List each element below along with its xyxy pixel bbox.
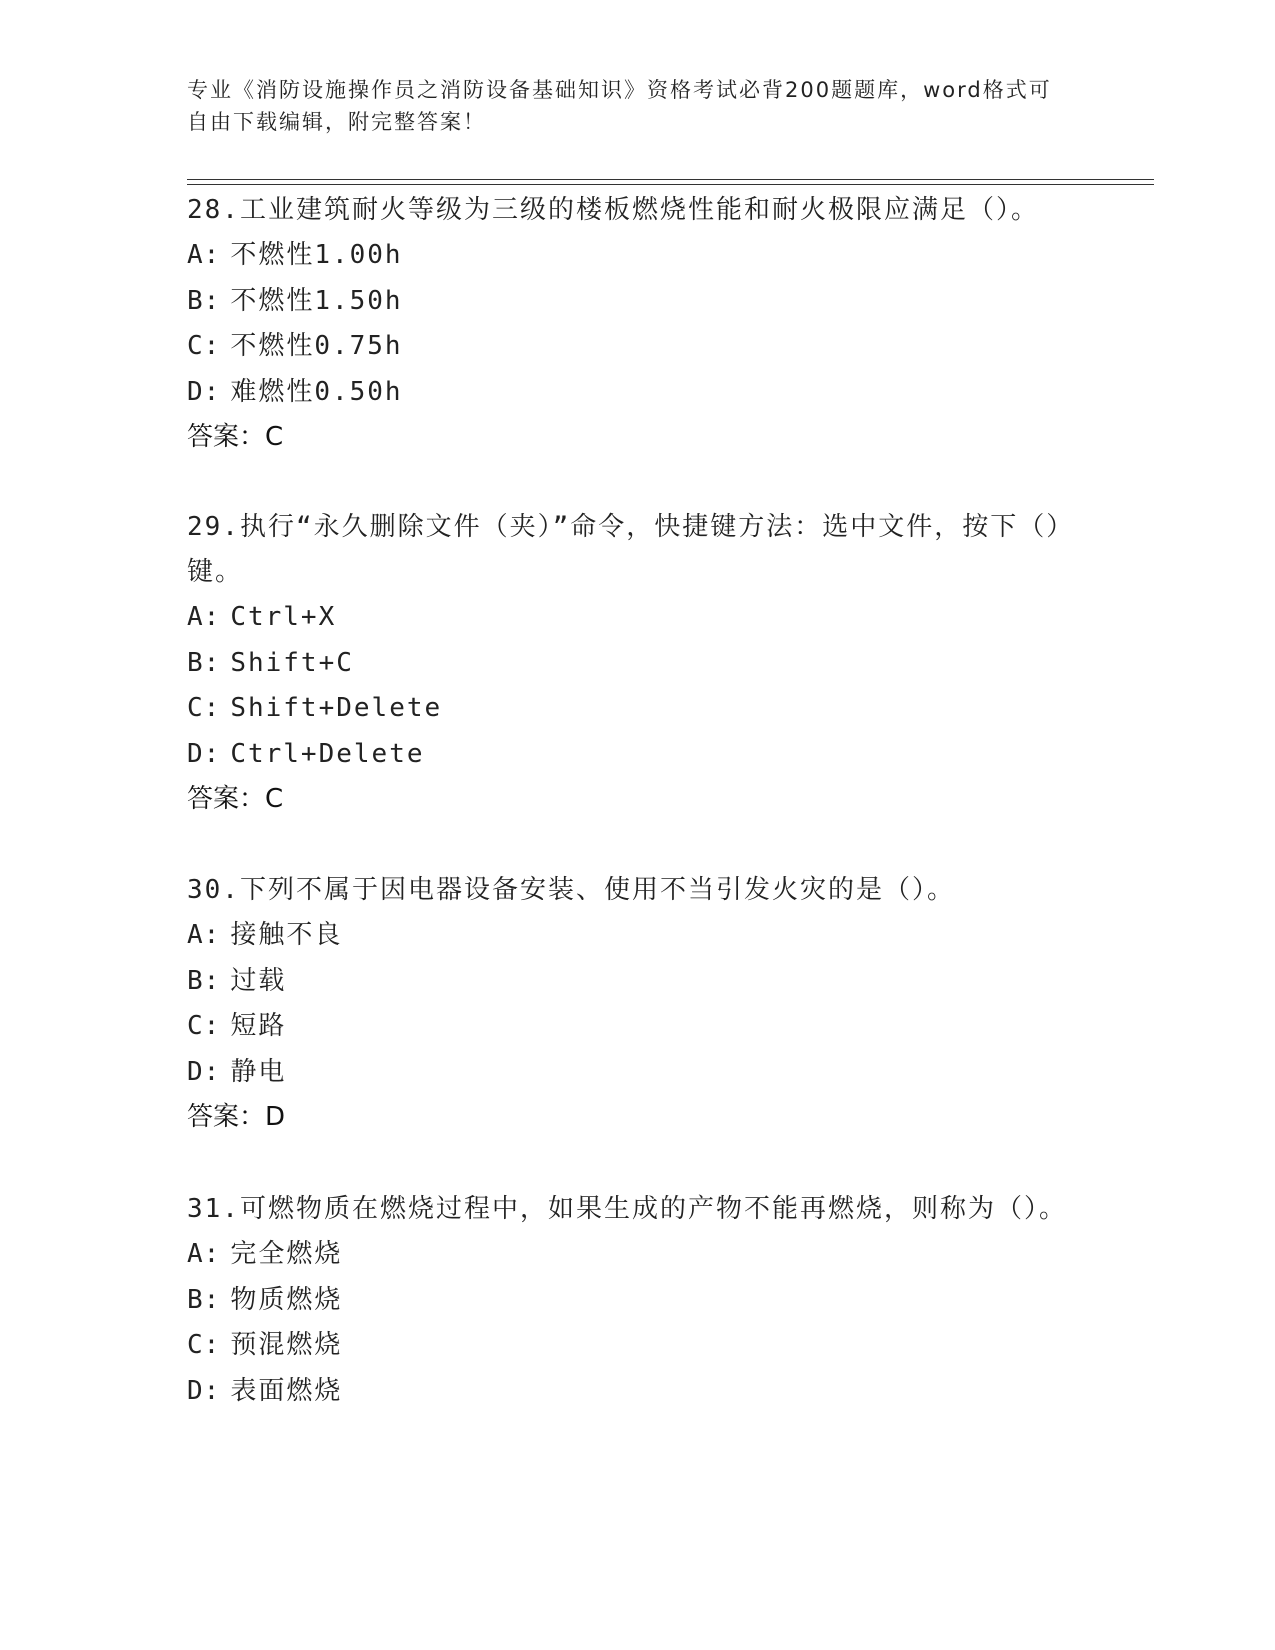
option-letter: B: xyxy=(187,1284,221,1315)
option-text: Ctrl+X xyxy=(230,602,337,632)
header-divider-line xyxy=(187,179,1154,180)
option-letter: B: xyxy=(187,965,221,996)
option-letter: A: xyxy=(187,602,221,632)
option-text: 表面燃烧 xyxy=(230,1375,343,1406)
option-text: 过载 xyxy=(230,965,287,996)
option-letter: D: xyxy=(187,376,221,407)
option-b xyxy=(187,1278,1087,1324)
option-a xyxy=(187,233,1087,279)
option-a xyxy=(187,913,1087,959)
answer-line: 答案：C xyxy=(187,784,284,814)
header-divider-line-secondary xyxy=(187,184,1154,185)
option-text: 预混燃烧 xyxy=(230,1330,343,1360)
question-stem: 31.可燃物质在燃烧过程中，如果生成的产物不能再燃烧，则称为（）。 xyxy=(187,1194,1067,1224)
option-text: 完全燃烧 xyxy=(230,1239,343,1269)
option-c xyxy=(187,324,1087,370)
question-29 xyxy=(187,505,1087,822)
question-stem: 28.工业建筑耐火等级为三级的楼板燃烧性能和耐火极限应满足（）。 xyxy=(187,195,1039,225)
option-d xyxy=(187,370,1087,416)
option-text: Shift+Delete xyxy=(230,693,443,723)
option-letter: C: xyxy=(187,693,221,723)
option-a xyxy=(187,1232,1087,1278)
option-c xyxy=(187,686,1087,732)
option-letter: A: xyxy=(187,920,221,950)
option-d xyxy=(187,1050,1087,1096)
option-letter: D: xyxy=(187,1056,221,1087)
option-letter: C: xyxy=(187,331,221,361)
option-d xyxy=(187,1369,1087,1415)
option-text: Ctrl+Delete xyxy=(230,738,425,769)
option-letter: C: xyxy=(187,1330,221,1360)
option-text: 物质燃烧 xyxy=(230,1284,343,1315)
option-letter: B: xyxy=(187,647,221,678)
option-d xyxy=(187,732,1087,778)
answer-line: 答案：C xyxy=(187,422,284,452)
answer-line: 答案：D xyxy=(187,1102,286,1132)
option-c xyxy=(187,1004,1087,1050)
option-letter: D: xyxy=(187,738,221,769)
option-text: 静电 xyxy=(230,1056,287,1087)
option-text: 不燃性1.50h xyxy=(230,285,403,316)
document-header: 专业《消防设施操作员之消防设备基础知识》资格考试必背200题题库，word格式可自由下载编辑，附完整答案！ xyxy=(187,78,1052,134)
option-b xyxy=(187,959,1087,1005)
option-letter: D: xyxy=(187,1375,221,1406)
option-text: 接触不良 xyxy=(230,920,343,950)
option-text: 不燃性0.75h xyxy=(230,331,403,361)
option-text: 难燃性0.50h xyxy=(230,376,403,407)
option-b xyxy=(187,641,1087,687)
question-31 xyxy=(187,1187,1087,1414)
option-letter: B: xyxy=(187,285,221,316)
option-letter: A: xyxy=(187,240,221,270)
question-stem: 30.下列不属于因电器设备安装、使用不当引发火灾的是（）。 xyxy=(187,875,955,905)
option-text: 短路 xyxy=(230,1011,287,1041)
option-letter: A: xyxy=(187,1239,221,1269)
question-28 xyxy=(187,188,1087,460)
option-text: Shift+C xyxy=(230,647,354,678)
option-letter: C: xyxy=(187,1011,221,1041)
question-stem: 29.执行“永久删除文件（夹）”命令，快捷键方法：选中文件，按下（）键。 xyxy=(187,512,1075,587)
option-text: 不燃性1.00h xyxy=(230,240,403,270)
option-b xyxy=(187,279,1087,325)
option-a xyxy=(187,595,1087,641)
option-c xyxy=(187,1323,1087,1369)
question-30 xyxy=(187,868,1087,1140)
